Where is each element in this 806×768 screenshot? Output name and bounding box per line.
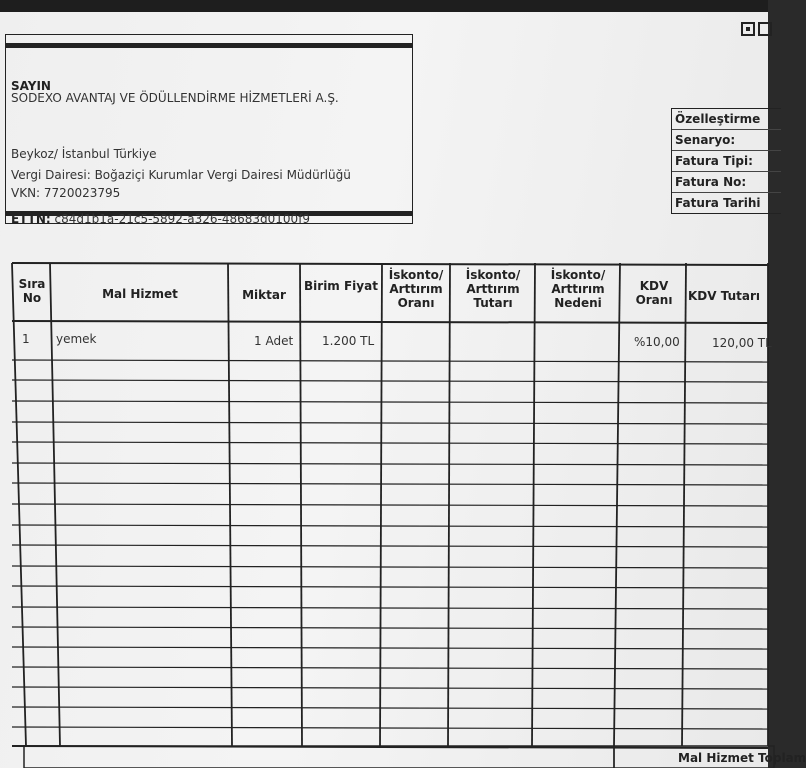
row-1-qty: 1 Adet	[254, 334, 294, 348]
header-kdv-orani: KDV Oranı	[635, 279, 673, 307]
footer-total-label: Mal Hizmet Toplam	[678, 751, 806, 765]
header-mal-hizmet: Mal Hizmet	[102, 287, 178, 301]
grid-row-line-1	[12, 321, 768, 323]
grid-row-line-4	[12, 401, 768, 403]
grid-row-line-11	[12, 545, 768, 547]
info-scenario: Senaryo:	[672, 130, 781, 151]
grid-row-line-17	[12, 667, 768, 669]
recipient-address: Beykoz/ İstanbul Türkiye	[11, 147, 157, 161]
header-iskonto-tutari: İskonto/ Arttırım Tutarı	[465, 268, 521, 310]
recipient-sayin: SAYIN	[11, 79, 51, 93]
ettn-value: c84d1b1a-21c5-5892-a326-48683d0100f9	[54, 212, 311, 226]
grid-row-line-12	[12, 566, 768, 568]
grid-col-line-6	[532, 263, 535, 746]
grid-row-line-10	[12, 525, 768, 527]
grid-col-line-5	[448, 263, 450, 746]
grid-col-line-8	[682, 263, 686, 746]
header-birim-fiyat: Birim Fiyat	[304, 279, 378, 293]
grid-row-line-8	[12, 483, 768, 485]
grid-row-line-13	[12, 586, 768, 588]
grid-row-line-9	[12, 504, 768, 506]
row-1-kdv-amount: 120,00 TL	[712, 336, 772, 350]
grid-row-line-7	[12, 463, 768, 465]
ettn-label: ETTN:	[11, 212, 51, 226]
grid-row-line-18	[12, 687, 768, 689]
grid-row-line-3	[12, 380, 768, 382]
header-iskonto-nedeni: İskonto/ Arttırım Nedeni	[550, 268, 606, 310]
grid-row-line-14	[12, 607, 768, 609]
row-1-kdv-rate: %10,00	[634, 335, 680, 349]
recipient-company: SODEXO AVANTAJ VE ÖDÜLLENDİRME HİZMETLERİ A.Ş.	[11, 91, 339, 105]
row-1-item: yemek	[56, 332, 97, 346]
recipient-tax-office: Vergi Dairesi: Boğaziçi Kurumlar Vergi Dairesi Müdürlüğü	[11, 168, 351, 182]
grid-row-line-5	[12, 422, 768, 424]
row-1-no: 1	[22, 332, 30, 346]
grid-col-line-7	[614, 263, 620, 746]
grid-row-line-19	[12, 707, 768, 709]
info-invoice-date: Fatura Tarihi	[675, 196, 761, 210]
info-invoice-type: Fatura Tipi:	[672, 151, 781, 172]
header-iskonto-orani: İskonto/ Arttırım Oranı	[388, 268, 444, 310]
recipient-vkn: VKN: 7720023795	[11, 186, 121, 200]
row-1-price: 1.200 TL	[322, 334, 375, 348]
header-miktar: Miktar	[242, 288, 286, 302]
grid-row-line-0	[12, 263, 768, 265]
header-kdv-tutari: KDV Tutarı	[688, 289, 760, 303]
grid-row-line-20	[12, 727, 768, 729]
info-invoice-no: Fatura No:	[672, 172, 781, 193]
info-customization: Özelleştirme	[672, 109, 781, 130]
grid-row-line-2	[12, 360, 768, 362]
grid-row-line-6	[12, 442, 768, 444]
footer-left-box	[24, 746, 614, 768]
grid-row-line-15	[12, 627, 768, 629]
grid-row-line-16	[12, 647, 768, 649]
header-sira-no: Sıra No	[18, 277, 46, 305]
